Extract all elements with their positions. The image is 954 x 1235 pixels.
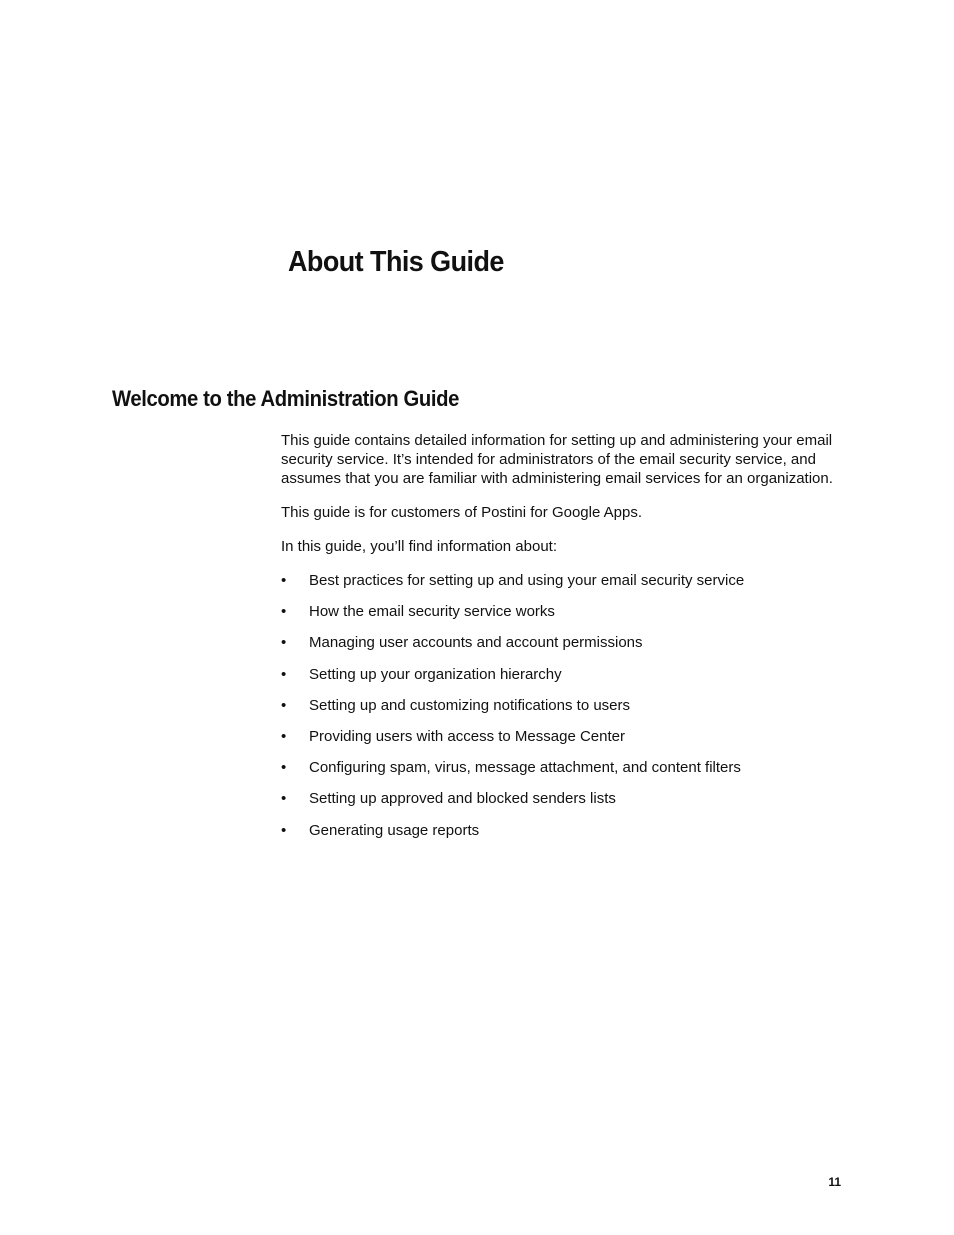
bullet-icon: • (281, 821, 287, 839)
page-number: 11 (828, 1175, 841, 1189)
list-item (281, 727, 841, 746)
list-item-text: Setting up approved and blocked senders lists (309, 790, 616, 808)
bullet-icon: • (281, 603, 287, 621)
bullet-icon: • (281, 665, 287, 683)
list-item (281, 665, 841, 684)
paragraph-description: This guide contains detailed information for setting up and administering your email security service. It’s intended for administrators of the email security service, and assumes that you are familiar with administering email services for an organization. (281, 432, 833, 487)
chapter-title: About This Guide (288, 246, 504, 278)
list-item (281, 821, 841, 840)
bullet-icon: • (281, 572, 287, 589)
list-item (281, 602, 841, 621)
bullet-icon: • (281, 727, 287, 745)
section-title: Welcome to the Administration Guide (112, 386, 459, 411)
paragraph-list-intro: In this guide, you’ll find information about: (281, 538, 557, 555)
list-item-text: Setting up and customizing notifications to users (309, 696, 631, 714)
list-item-text: Best practices for setting up and using your email security service (309, 572, 745, 589)
list-item (281, 789, 841, 808)
list-item-text: Setting up your organization hierarchy (309, 665, 562, 683)
list-item-text: Configuring spam, virus, message attachment, and content filters (309, 759, 741, 777)
list-item-text: Generating usage reports (309, 821, 480, 839)
topic-list (281, 571, 841, 840)
bullet-icon: • (281, 759, 287, 777)
list-item (281, 758, 841, 777)
bullet-icon: • (281, 634, 287, 652)
list-item-text: Managing user accounts and account permissions (309, 634, 643, 652)
section-body (281, 431, 841, 852)
list-item-text: How the email security service works (309, 603, 555, 621)
list-item (281, 633, 841, 652)
list-item-text: Providing users with access to Message Center (309, 727, 625, 745)
list-item (281, 571, 841, 590)
bullet-icon: • (281, 696, 287, 714)
paragraph-audience: This guide is for customers of Postini for Google Apps. (281, 504, 643, 521)
bullet-icon: • (281, 790, 287, 808)
list-item (281, 696, 841, 715)
